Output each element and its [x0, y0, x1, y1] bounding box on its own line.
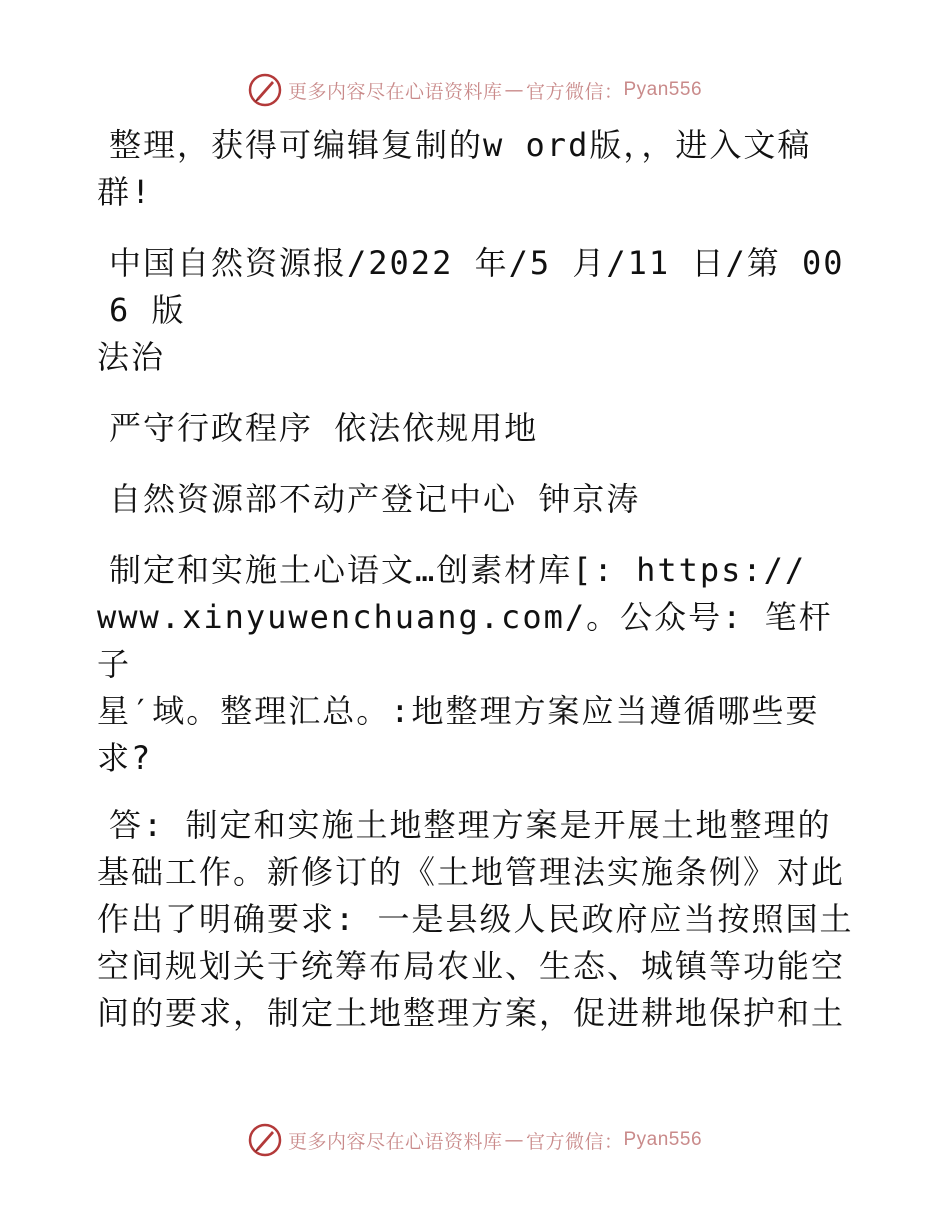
watermark-separator: —	[504, 1129, 524, 1151]
text-line: www.xinyuwenchuang.com/。公众号: 笔杆子	[97, 598, 833, 683]
text-line: 中国自然资源报/2022 年/5 月/11 日/第 006 版	[109, 244, 845, 329]
quill-logo-icon	[248, 73, 282, 107]
text-line: 作出了明确要求: 一是县级人民政府应当按照国土	[97, 900, 854, 938]
watermark-header	[0, 70, 950, 110]
watermark-wechat-id: Pyan556	[623, 1129, 703, 1150]
article-title	[97, 405, 857, 452]
text-line: 自然资源部不动产登记中心 钟京涛	[109, 480, 641, 518]
watermark-footer	[0, 1120, 950, 1160]
text-line: 间的要求，制定土地整理方案，促进耕地保护和土	[97, 994, 846, 1032]
watermark-text: 更多内容尽在心语资料库	[287, 80, 503, 103]
text-line: 星′域。整理汇总。:地整理方案应当遵循哪些要	[97, 692, 820, 730]
watermark-separator: —	[504, 79, 524, 101]
paragraph-2	[97, 240, 857, 381]
paragraph-question	[97, 547, 857, 782]
text-line: 求?	[97, 739, 153, 777]
text-line: 空间规划关于统筹布局农业、生态、城镇等功能空	[97, 947, 846, 985]
text-line: 严守行政程序 依法依规用地	[109, 409, 539, 447]
article-author	[97, 476, 857, 523]
text-line: 答: 制定和实施土地整理方案是开展土地整理的	[109, 806, 832, 844]
quill-logo-icon	[248, 1123, 282, 1157]
paragraph-1	[97, 122, 857, 216]
watermark-wechat-id: Pyan556	[623, 79, 703, 100]
text-line: 法治	[97, 338, 166, 376]
text-line: 制定和实施土心语文…创素材库[: https://	[109, 551, 807, 589]
watermark-text: 更多内容尽在心语资料库	[287, 1130, 503, 1153]
watermark-wechat-label: 官方微信：	[525, 80, 624, 103]
text-line: 基础工作。新修订的《土地管理法实施条例》对此	[97, 853, 846, 891]
text-line: 群!	[97, 173, 153, 211]
paragraph-answer	[97, 802, 857, 1037]
watermark-wechat-label: 官方微信：	[525, 1130, 624, 1153]
text-line: 整理，获得可编辑复制的w ord版，，进入文稿	[109, 126, 812, 164]
document-body	[97, 122, 857, 1061]
